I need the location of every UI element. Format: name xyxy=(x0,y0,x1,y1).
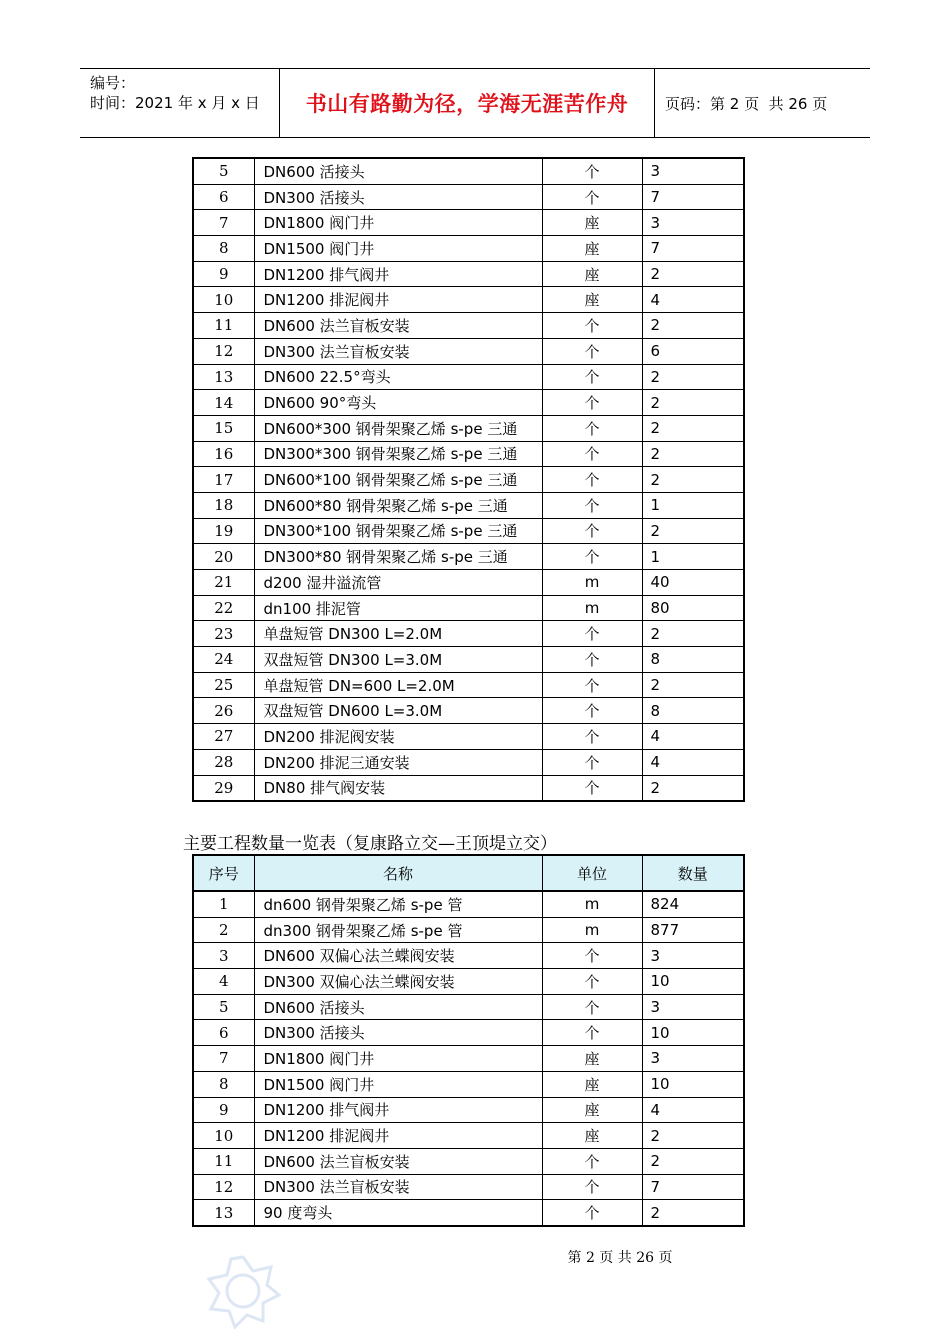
row-name: 双盘短管 DN300 L=3.0M xyxy=(254,647,542,673)
row-no: 7 xyxy=(193,1046,254,1072)
row-name: DN300*100 钢骨架聚乙烯 s-pe 三通 xyxy=(254,518,542,544)
table-row xyxy=(193,1200,744,1226)
row-name: DN600 活接头 xyxy=(254,994,542,1020)
row-unit: 座 xyxy=(542,1123,642,1149)
row-qty: 1 xyxy=(642,492,744,518)
row-name: DN300*300 钢骨架聚乙烯 s-pe 三通 xyxy=(254,441,542,467)
table-row xyxy=(193,492,744,518)
row-name: DN200 排泥阀安装 xyxy=(254,724,542,750)
watermark-logo-icon xyxy=(205,1253,281,1329)
row-unit: 个 xyxy=(542,647,642,673)
table-row xyxy=(193,261,744,287)
row-name: dn600 钢骨架聚乙烯 s-pe 管 xyxy=(254,891,542,917)
row-qty: 7 xyxy=(642,236,744,262)
table-row xyxy=(193,313,744,339)
row-no: 21 xyxy=(193,570,254,596)
row-qty: 1 xyxy=(642,544,744,570)
row-qty: 3 xyxy=(642,158,744,184)
row-name: DN300 活接头 xyxy=(254,1020,542,1046)
row-qty: 8 xyxy=(642,698,744,724)
row-no: 11 xyxy=(193,313,254,339)
row-name: DN600 活接头 xyxy=(254,158,542,184)
table-row xyxy=(193,1148,744,1174)
row-no: 25 xyxy=(193,672,254,698)
row-no: 23 xyxy=(193,621,254,647)
row-no: 2 xyxy=(193,917,254,943)
row-name: DN300 活接头 xyxy=(254,184,542,210)
table-row xyxy=(193,1071,744,1097)
header-name: 名称 xyxy=(254,855,542,891)
row-unit: 个 xyxy=(542,1020,642,1046)
row-name: DN80 排气阀安装 xyxy=(254,775,542,801)
row-qty: 2 xyxy=(642,775,744,801)
table-row xyxy=(193,364,744,390)
table-row xyxy=(193,994,744,1020)
row-unit: 个 xyxy=(542,1174,642,1200)
row-unit: 个 xyxy=(542,492,642,518)
row-unit: 个 xyxy=(542,184,642,210)
row-qty: 3 xyxy=(642,1046,744,1072)
row-unit: 个 xyxy=(542,749,642,775)
table-row xyxy=(193,390,744,416)
table-row xyxy=(193,672,744,698)
table-row xyxy=(193,891,744,917)
row-qty: 2 xyxy=(642,415,744,441)
row-no: 29 xyxy=(193,775,254,801)
row-qty: 2 xyxy=(642,261,744,287)
row-name: dn100 排泥管 xyxy=(254,595,542,621)
row-unit: 个 xyxy=(542,621,642,647)
row-qty: 2 xyxy=(642,518,744,544)
row-unit: m xyxy=(542,570,642,596)
row-qty: 2 xyxy=(642,467,744,493)
row-no: 15 xyxy=(193,415,254,441)
row-no: 20 xyxy=(193,544,254,570)
table-row xyxy=(193,338,744,364)
table-row xyxy=(193,1020,744,1046)
row-qty: 80 xyxy=(642,595,744,621)
row-no: 13 xyxy=(193,364,254,390)
row-qty: 2 xyxy=(642,364,744,390)
row-name: DN300*80 钢骨架聚乙烯 s-pe 三通 xyxy=(254,544,542,570)
page-footer: 第 2 页 共 26 页 xyxy=(567,1250,673,1266)
row-qty: 4 xyxy=(642,749,744,775)
row-qty: 4 xyxy=(642,287,744,313)
row-unit: 个 xyxy=(542,390,642,416)
row-qty: 10 xyxy=(642,1071,744,1097)
row-no: 4 xyxy=(193,969,254,995)
table-row xyxy=(193,724,744,750)
row-no: 7 xyxy=(193,210,254,236)
header-unit: 单位 xyxy=(542,855,642,891)
table-caption: 主要工程数量一览表（复康路立交—王顶堤立交） xyxy=(183,834,557,854)
header-page xyxy=(655,69,870,137)
row-unit: m xyxy=(542,595,642,621)
table-row xyxy=(193,518,744,544)
table-row xyxy=(193,236,744,262)
row-name: 单盘短管 DN=600 L=2.0M xyxy=(254,672,542,698)
number-label: 编号： xyxy=(90,74,136,92)
row-name: DN1200 排气阀井 xyxy=(254,261,542,287)
row-qty: 40 xyxy=(642,570,744,596)
row-unit: 个 xyxy=(542,364,642,390)
table-row xyxy=(193,621,744,647)
row-no: 6 xyxy=(193,1020,254,1046)
table-row xyxy=(193,917,744,943)
row-qty: 8 xyxy=(642,647,744,673)
row-name: DN1500 阀门井 xyxy=(254,1071,542,1097)
table-row xyxy=(193,441,744,467)
row-name: DN300 双偏心法兰蝶阀安装 xyxy=(254,969,542,995)
row-no: 12 xyxy=(193,338,254,364)
row-no: 17 xyxy=(193,467,254,493)
row-unit: 个 xyxy=(542,1148,642,1174)
row-name: DN600 90°弯头 xyxy=(254,390,542,416)
row-unit: 座 xyxy=(542,287,642,313)
quantity-table-continued xyxy=(192,157,745,802)
table-row xyxy=(193,775,744,801)
row-no: 8 xyxy=(193,236,254,262)
table-row xyxy=(193,415,744,441)
row-qty: 10 xyxy=(642,969,744,995)
row-qty: 2 xyxy=(642,672,744,698)
quantity-table xyxy=(192,854,745,1227)
table-row xyxy=(193,544,744,570)
row-no: 24 xyxy=(193,647,254,673)
row-unit: 个 xyxy=(542,672,642,698)
row-no: 9 xyxy=(193,1097,254,1123)
row-name: DN600 双偏心法兰蝶阀安装 xyxy=(254,943,542,969)
row-name: DN600 法兰盲板安装 xyxy=(254,1148,542,1174)
table-row xyxy=(193,749,744,775)
row-unit: 个 xyxy=(542,775,642,801)
row-name: DN1500 阀门井 xyxy=(254,236,542,262)
row-name: DN1200 排泥阀井 xyxy=(254,1123,542,1149)
row-qty: 2 xyxy=(642,1123,744,1149)
row-qty: 877 xyxy=(642,917,744,943)
page-header xyxy=(80,68,870,138)
row-qty: 2 xyxy=(642,621,744,647)
header-meta xyxy=(80,69,280,137)
row-unit: m xyxy=(542,891,642,917)
row-qty: 824 xyxy=(642,891,744,917)
row-no: 3 xyxy=(193,943,254,969)
row-unit: 个 xyxy=(542,994,642,1020)
row-no: 27 xyxy=(193,724,254,750)
row-unit: 座 xyxy=(542,1097,642,1123)
row-unit: 座 xyxy=(542,261,642,287)
row-name: 90 度弯头 xyxy=(254,1200,542,1226)
row-unit: 个 xyxy=(542,943,642,969)
row-name: DN300 法兰盲板安装 xyxy=(254,338,542,364)
row-unit: 个 xyxy=(542,544,642,570)
row-name: DN1800 阀门井 xyxy=(254,210,542,236)
row-no: 14 xyxy=(193,390,254,416)
table-row xyxy=(193,184,744,210)
row-unit: 座 xyxy=(542,210,642,236)
row-no: 10 xyxy=(193,1123,254,1149)
row-unit: 个 xyxy=(542,158,642,184)
row-unit: 个 xyxy=(542,724,642,750)
row-name: DN1800 阀门井 xyxy=(254,1046,542,1072)
row-name: DN1200 排气阀井 xyxy=(254,1097,542,1123)
row-name: DN600*80 钢骨架聚乙烯 s-pe 三通 xyxy=(254,492,542,518)
row-unit: 个 xyxy=(542,969,642,995)
row-no: 9 xyxy=(193,261,254,287)
table-row xyxy=(193,1123,744,1149)
table-row xyxy=(193,158,744,184)
row-name: DN600 22.5°弯头 xyxy=(254,364,542,390)
row-name: d200 湿井溢流管 xyxy=(254,570,542,596)
row-qty: 4 xyxy=(642,1097,744,1123)
header-motto: 书山有路勤为径，学海无涯苦作舟 xyxy=(280,69,655,137)
row-name: dn300 钢骨架聚乙烯 s-pe 管 xyxy=(254,917,542,943)
table-row xyxy=(193,1174,744,1200)
table-row xyxy=(193,1097,744,1123)
row-unit: m xyxy=(542,917,642,943)
row-unit: 个 xyxy=(542,698,642,724)
row-unit: 个 xyxy=(542,441,642,467)
table-row xyxy=(193,467,744,493)
row-qty: 7 xyxy=(642,1174,744,1200)
row-qty: 4 xyxy=(642,724,744,750)
row-qty: 2 xyxy=(642,1148,744,1174)
table-row xyxy=(193,1046,744,1072)
time-label: 时间：2021 年 x 月 x 日 xyxy=(90,94,260,112)
row-qty: 6 xyxy=(642,338,744,364)
row-unit: 个 xyxy=(542,415,642,441)
row-no: 13 xyxy=(193,1200,254,1226)
row-unit: 个 xyxy=(542,518,642,544)
table-row xyxy=(193,595,744,621)
row-qty: 10 xyxy=(642,1020,744,1046)
table-row xyxy=(193,647,744,673)
row-unit: 个 xyxy=(542,1200,642,1226)
row-no: 5 xyxy=(193,994,254,1020)
row-no: 22 xyxy=(193,595,254,621)
table-row xyxy=(193,943,744,969)
table-row xyxy=(193,698,744,724)
row-qty: 2 xyxy=(642,313,744,339)
row-qty: 3 xyxy=(642,210,744,236)
row-no: 26 xyxy=(193,698,254,724)
row-no: 1 xyxy=(193,891,254,917)
row-qty: 2 xyxy=(642,1200,744,1226)
row-no: 11 xyxy=(193,1148,254,1174)
row-name: DN600 法兰盲板安装 xyxy=(254,313,542,339)
row-no: 18 xyxy=(193,492,254,518)
row-unit: 个 xyxy=(542,467,642,493)
row-unit: 个 xyxy=(542,338,642,364)
row-name: DN300 法兰盲板安装 xyxy=(254,1174,542,1200)
table-header-row xyxy=(193,855,744,891)
row-name: DN600*100 钢骨架聚乙烯 s-pe 三通 xyxy=(254,467,542,493)
row-name: 双盘短管 DN600 L=3.0M xyxy=(254,698,542,724)
row-no: 10 xyxy=(193,287,254,313)
table-row xyxy=(193,287,744,313)
row-no: 8 xyxy=(193,1071,254,1097)
row-qty: 7 xyxy=(642,184,744,210)
row-no: 28 xyxy=(193,749,254,775)
row-name: DN600*300 钢骨架聚乙烯 s-pe 三通 xyxy=(254,415,542,441)
row-no: 5 xyxy=(193,158,254,184)
table-row xyxy=(193,570,744,596)
row-name: DN1200 排泥阀井 xyxy=(254,287,542,313)
table-row xyxy=(193,969,744,995)
row-unit: 座 xyxy=(542,1071,642,1097)
row-unit: 座 xyxy=(542,236,642,262)
row-no: 16 xyxy=(193,441,254,467)
row-no: 12 xyxy=(193,1174,254,1200)
row-qty: 3 xyxy=(642,943,744,969)
row-qty: 2 xyxy=(642,441,744,467)
row-unit: 座 xyxy=(542,1046,642,1072)
header-qty: 数量 xyxy=(642,855,744,891)
header-no: 序号 xyxy=(193,855,254,891)
row-name: 单盘短管 DN300 L=2.0M xyxy=(254,621,542,647)
row-no: 19 xyxy=(193,518,254,544)
table-row xyxy=(193,210,744,236)
row-no: 6 xyxy=(193,184,254,210)
row-unit: 个 xyxy=(542,313,642,339)
row-qty: 2 xyxy=(642,390,744,416)
row-qty: 3 xyxy=(642,994,744,1020)
row-name: DN200 排泥三通安装 xyxy=(254,749,542,775)
page-label: 页码：第 2 页 共 26 页 xyxy=(665,94,828,113)
